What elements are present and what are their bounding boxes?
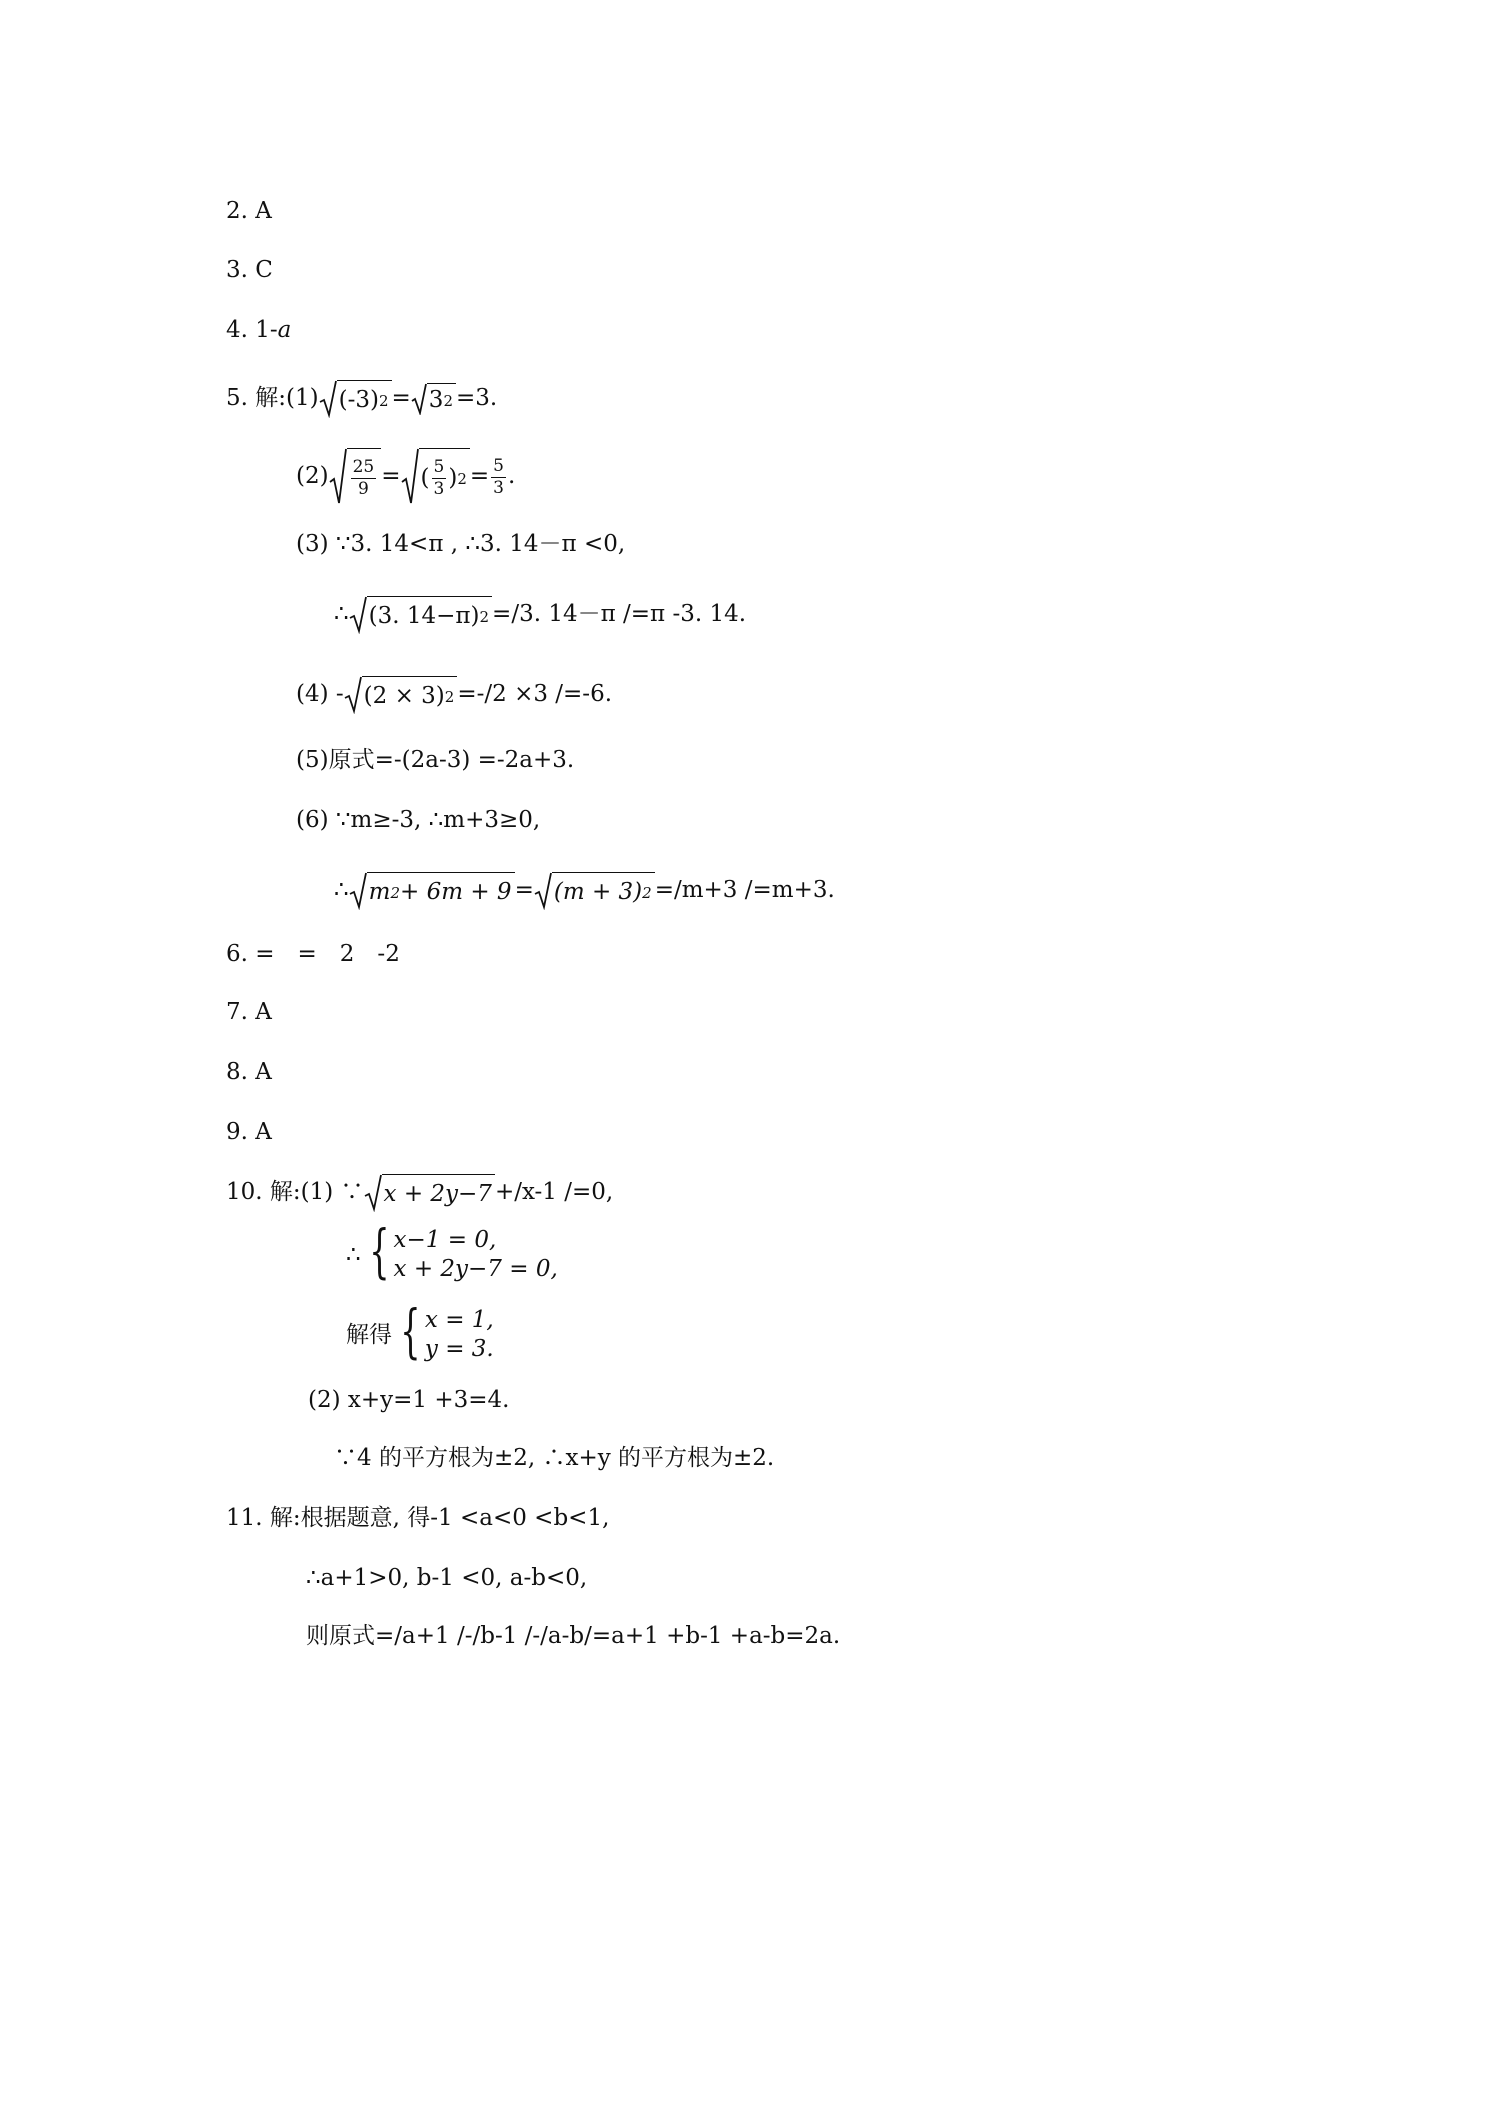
answer-4-num: 4. 1-: [226, 317, 278, 343]
answer-4: [226, 316, 291, 345]
part-label: (1): [286, 385, 319, 411]
radicand: (m + 3): [553, 879, 643, 906]
answer-6: 6. = = 2 -2: [226, 941, 400, 967]
answer-11-line-1: 11. 解:根据题意, 得-1 <a<0 <b<1,: [226, 1505, 610, 1531]
part-label: (4) -: [296, 681, 344, 707]
sqrt-expression: 3 2: [411, 383, 456, 415]
radicand: m: [368, 879, 391, 906]
answer-5-part-5: (5)原式=-(2a-3) =-2a+3.: [296, 747, 575, 773]
answer-8: 8. A: [226, 1059, 272, 1085]
fraction: [432, 458, 447, 498]
solution-system: [346, 1297, 494, 1365]
radicand: (3. 14−π): [368, 603, 480, 630]
answer-10-line-1: [226, 1174, 613, 1212]
answer-2: 2. A: [226, 198, 272, 224]
radicand: (2 × 3): [363, 683, 445, 710]
answer-5-part-6-line-1: (6) ∵m≥-3, ∴m+3≥0,: [296, 807, 541, 833]
numerator: 25: [352, 457, 375, 478]
equation: y = 3.: [424, 1336, 494, 1362]
answer-7: 7. A: [226, 999, 272, 1025]
radicand: x + 2y−7: [383, 1181, 492, 1208]
answer-3: 3. C: [226, 257, 273, 283]
sqrt-expression: (2 × 3) 2: [344, 676, 458, 714]
answer-5-part-6-line-2: [334, 872, 835, 910]
radical-sign-icon: [411, 383, 427, 415]
rest: +/x-1 /=0,: [494, 1179, 614, 1205]
result: =3.: [455, 385, 498, 411]
equation: x−1 = 0,: [393, 1227, 497, 1254]
radical-sign-icon: [349, 872, 367, 910]
sqrt-expression: (m + 3) 2: [534, 872, 655, 910]
equation: x = 1,: [424, 1307, 494, 1334]
fraction: [491, 457, 506, 497]
answer-10-system: [346, 1217, 558, 1285]
equation: x + 2y−7 = 0,: [393, 1256, 558, 1282]
sqrt-expression: ( $\frac{5}{3}$ ) 2: [401, 448, 470, 506]
therefore-symbol: ∴: [346, 1241, 361, 1268]
radicand: 3: [428, 387, 444, 414]
sqrt-expression: (3. 14−π) 2: [349, 596, 492, 634]
radical-sign-icon: [329, 448, 347, 506]
result: =/m+3 /=m+3.: [654, 877, 835, 903]
period: .: [507, 463, 516, 489]
radical-sign-icon: [344, 676, 362, 714]
answer-5-label: 5. 解:: [226, 385, 287, 411]
denominator: 3: [433, 479, 445, 499]
denominator: 3: [493, 477, 504, 498]
result: =/3. 14－π /=π -3. 14.: [492, 601, 747, 627]
equals: =: [381, 463, 401, 489]
close-paren: ): [448, 465, 458, 492]
denominator: 9: [358, 479, 369, 499]
radical-sign-icon: [401, 448, 419, 506]
sqrt-expression: [329, 448, 382, 506]
answer-11-line-3: 则原式=/a+1 /-/b-1 /-/a-b/=a+1 +b-1 +a-b=2a.: [306, 1623, 841, 1649]
equation-system: [346, 1217, 558, 1285]
answer-11-line-2: ∴a+1>0, b-1 <0, a-b<0,: [306, 1565, 588, 1591]
therefore-symbol: ∴: [334, 877, 349, 903]
brace-icon: {: [400, 1297, 421, 1365]
radicand: (-3): [338, 387, 379, 414]
answer-5-part-2: [296, 448, 515, 506]
equals: =: [391, 385, 411, 411]
answer-10-part-2: (2) x+y=1 +3=4.: [308, 1387, 510, 1413]
answer-5-part-4: [296, 676, 612, 714]
numerator: 5: [433, 457, 445, 478]
sqrt-expression: [364, 1174, 495, 1212]
radical-sign-icon: [319, 380, 337, 418]
radical-sign-icon: [534, 872, 552, 910]
answer-10-label: 10. 解:(1) ∵: [226, 1179, 364, 1205]
equals: =: [514, 877, 534, 903]
answer-9: 9. A: [226, 1119, 272, 1145]
numerator: 5: [493, 455, 504, 476]
solve-label: 解得: [346, 1321, 392, 1348]
answer-4-var: a: [277, 317, 292, 343]
fraction: [351, 458, 377, 498]
therefore-symbol: ∴: [334, 601, 349, 627]
answer-5-part-3-line-2: [334, 596, 746, 634]
radicand: + 6m + 9: [400, 879, 512, 906]
answer-10-solution: [346, 1297, 494, 1365]
result: =-/2 ×3 /=-6.: [457, 681, 613, 707]
sqrt-expression: (-3) 2: [319, 380, 392, 418]
answer-5-part-3-line-1: (3) ∵3. 14<π , ∴3. 14－π <0,: [296, 531, 626, 557]
brace-icon: {: [368, 1217, 390, 1285]
radical-sign-icon: [364, 1174, 382, 1212]
equals: =: [469, 463, 490, 489]
answer-5-part-1: [226, 380, 497, 418]
answer-10-part-2-conclusion: ∵4 的平方根为±2, ∴x+y 的平方根为±2.: [334, 1445, 775, 1471]
radical-sign-icon: [349, 596, 367, 634]
part-label: (2): [296, 463, 329, 489]
sqrt-expression: m 2 + 6m + 9: [349, 872, 515, 910]
open-paren: (: [420, 465, 430, 492]
